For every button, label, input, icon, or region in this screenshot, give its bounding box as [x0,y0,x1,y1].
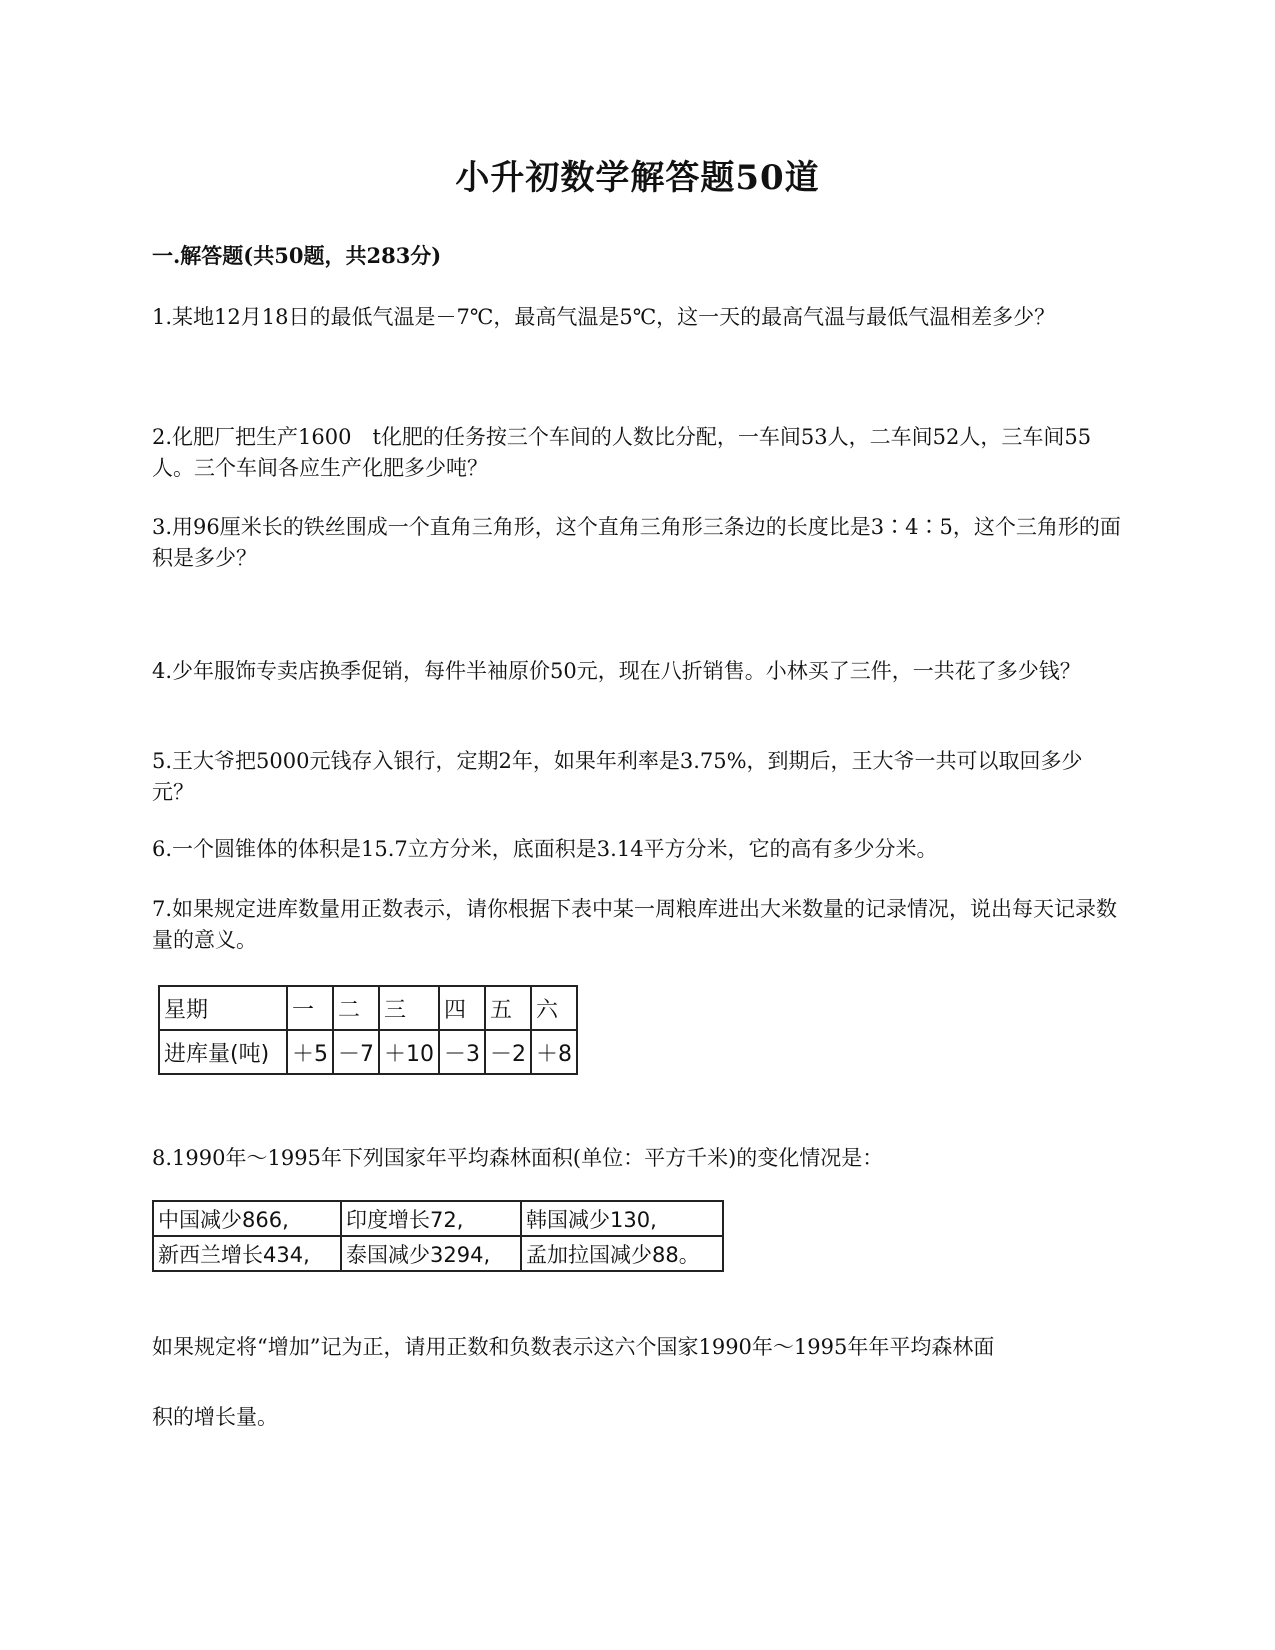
question-5: 5.王大爷把5000元钱存入银行，定期2年，如果年利率是3.75%，到期后，王大爷一共可以取回多少元？ [152,749,1083,804]
day-cell: 四 [439,986,485,1030]
quantity-cell: ＋5 [287,1030,333,1074]
table-row [159,1030,577,1074]
quantity-header: 进库量(吨) [159,1030,287,1074]
day-cell: 一 [287,986,333,1030]
country-cell: 新西兰增长434, [153,1236,341,1271]
question-8-followup: 如果规定将“增加”记为正，请用正数和负数表示这六个国家1990年～1995年年平均森林面 [152,1335,995,1359]
question-6: 6.一个圆锥体的体积是15.7立方分米，底面积是3.14平方分米，它的高有多少分米。 [152,837,938,861]
country-cell: 印度增长72, [341,1201,521,1236]
weekday-header: 星期 [159,986,287,1030]
quantity-cell: －7 [333,1030,379,1074]
country-cell: 孟加拉国减少88。 [521,1236,723,1271]
table-row [153,1236,723,1271]
table-row [159,986,577,1030]
day-cell: 五 [485,986,531,1030]
question-8-followup-end: 积的增长量。 [152,1405,278,1429]
quantity-cell: ＋8 [531,1030,577,1074]
forest-change-table [152,1200,724,1272]
day-cell: 二 [333,986,379,1030]
grain-record-table [158,985,578,1075]
day-cell: 三 [379,986,439,1030]
quantity-cell: －3 [439,1030,485,1074]
quantity-cell: －2 [485,1030,531,1074]
question-4: 4.少年服饰专卖店换季促销，每件半袖原价50元，现在八折销售。小林买了三件，一共花了多少钱？ [152,659,1081,683]
question-2: 2.化肥厂把生产1600 t化肥的任务按三个车间的人数比分配，一车间53人，二车间52人，三车间55人。三个车间各应生产化肥多少吨？ [152,425,1092,480]
page-title: 小升初数学解答题50道 [455,158,820,198]
country-cell: 中国减少866, [153,1201,341,1236]
question-7: 7.如果规定进库数量用正数表示，请你根据下表中某一周粮库进出大米数量的记录情况，说出每天记录数量的意义。 [152,897,1118,952]
question-8: 8.1990年～1995年下列国家年平均森林面积(单位：平方千米)的变化情况是： [152,1146,884,1170]
country-cell: 泰国减少3294, [341,1236,521,1271]
section-heading: 一.解答题(共50题，共283分) [152,243,442,268]
country-cell: 韩国减少130, [521,1201,723,1236]
quantity-cell: ＋10 [379,1030,439,1074]
question-3: 3.用96厘米长的铁丝围成一个直角三角形，这个直角三角形三条边的长度比是3∶4∶5，这个三角形的面积是多少？ [152,515,1121,570]
question-1: 1.某地12月18日的最低气温是－7℃，最高气温是5℃，这一天的最高气温与最低气温相差多少？ [152,305,1056,329]
table-row [153,1201,723,1236]
day-cell: 六 [531,986,577,1030]
